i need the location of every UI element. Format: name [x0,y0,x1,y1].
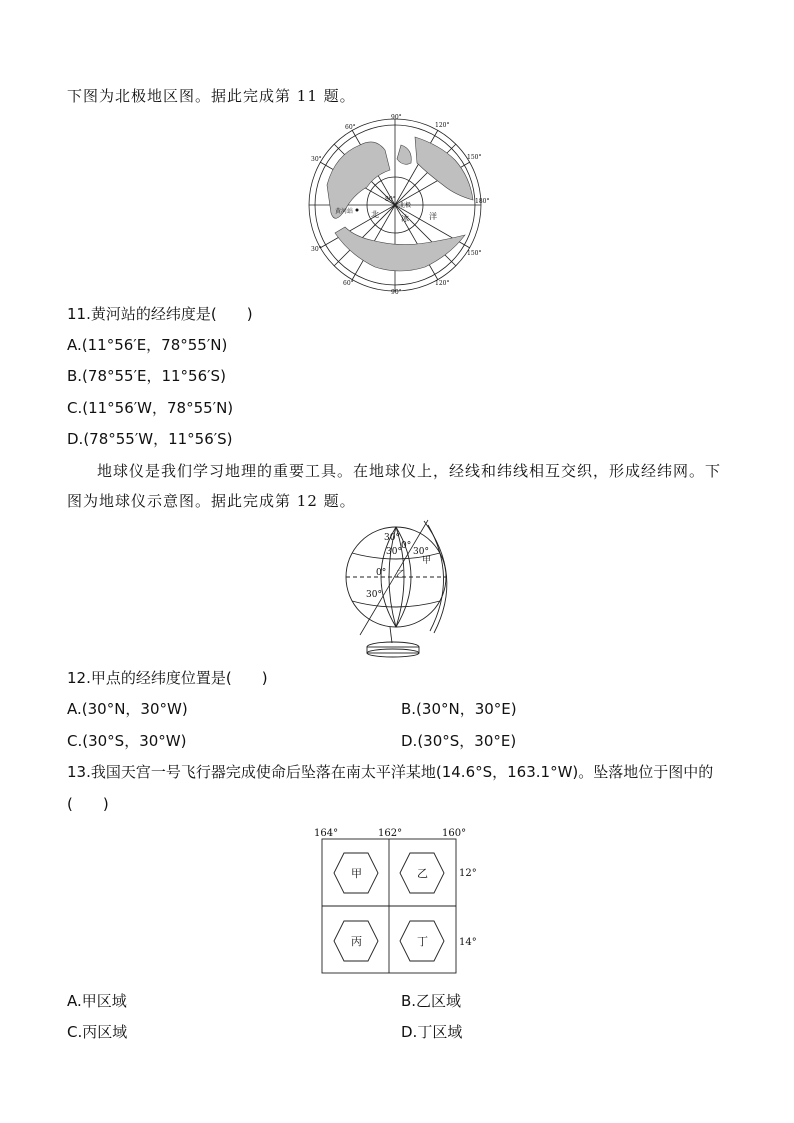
map-yang: 洋 [429,212,437,221]
arctic-map [305,114,490,296]
intro-q11: 下图为北极地区图。据此完成第 11 题。 [67,87,356,105]
globe-lon30-a: 30° [386,547,402,557]
q11-option-d[interactable]: D.(78°55′W，11°56′S) [67,430,233,448]
map-huanghe-point [356,209,359,212]
grid-lon-162: 162° [378,828,403,839]
q12-option-c[interactable]: C.(30°S，30°W) [67,732,187,750]
map-lon-150-tr: 150° [467,154,482,161]
globe-diagram [338,515,458,660]
q13-option-d[interactable]: D.丁区域 [401,1023,463,1041]
map-north-pole-label: 北极 [399,202,412,209]
map-bing: 冰 [401,214,409,223]
q13-option-c[interactable]: C.丙区域 [67,1023,128,1041]
map-lon-30-l: 30° [311,156,322,163]
map-lon-120-tr: 120° [435,122,450,129]
map-lon-120-br: 120° [435,280,450,287]
q11-option-b[interactable]: B.(78°55′E，11°56′S) [67,367,226,385]
grid-jia: 甲 [351,867,362,880]
q13-option-b[interactable]: B.乙区域 [401,992,462,1010]
map-lon-60-tl: 60° [345,124,356,131]
q12-option-b[interactable]: B.(30°N，30°E) [401,700,517,718]
grid-ding: 丁 [417,935,428,948]
q11-option-c[interactable]: C.(11°56′W，78°55′N) [67,399,234,417]
q12-option-a[interactable]: A.(30°N，30°W) [67,700,188,718]
globe-lon0: 0° [401,541,412,551]
grid-bing: 丙 [351,935,362,948]
map-lon-30-bl: 30° [311,246,322,253]
q12-option-d[interactable]: D.(30°S，30°E) [401,732,517,750]
map-lon-180: 180° [475,198,490,205]
map-lat-80: 80° [385,196,396,203]
globe-lon30-b: 30° [413,547,429,557]
lat-lon-grid-diagram [312,825,482,977]
map-huanghe-label: 黄河站 [335,208,354,215]
map-lon-90-top: 90° [391,114,402,121]
globe-lat30-bottom: 30° [366,590,382,600]
globe-equator-label: 0° [376,568,387,578]
map-lon-150-br: 150° [467,250,482,257]
grid-lat-14: 14° [459,937,477,948]
grid-lat-12: 12° [459,868,477,879]
globe-jia: 甲 [422,556,432,566]
intro-q12-line2: 图为地球仪示意图。据此完成第 12 题。 [67,492,356,510]
map-lon-90-bottom: 90° [391,289,402,296]
q11-option-a[interactable]: A.(11°56′E，78°55′N) [67,336,228,354]
globe-lat30-top: 30° [384,533,400,543]
map-bei: 北 [371,210,379,219]
map-lon-60-bl: 60° [343,280,354,287]
globe-yi: 乙 [396,570,406,580]
q13-stem-line1: 13.我国天宫一号飞行器完成使命后坠落在南太平洋某地(14.6°S，163.1°W)。坠落地位于图中的 [67,763,714,781]
grid-lon-164: 164° [314,828,339,839]
grid-yi: 乙 [417,867,428,880]
grid-lon-160: 160° [442,828,467,839]
q12-stem: 12.甲点的经纬度位置是( ) [67,669,268,687]
q13-option-a[interactable]: A.甲区域 [67,992,127,1010]
intro-q12-line1: 地球仪是我们学习地理的重要工具。在地球仪上，经线和纬线相互交织，形成经纬网。下 [97,462,722,480]
q11-stem: 11.黄河站的经纬度是( ) [67,305,253,323]
q13-stem-line2: ( ) [67,795,109,813]
